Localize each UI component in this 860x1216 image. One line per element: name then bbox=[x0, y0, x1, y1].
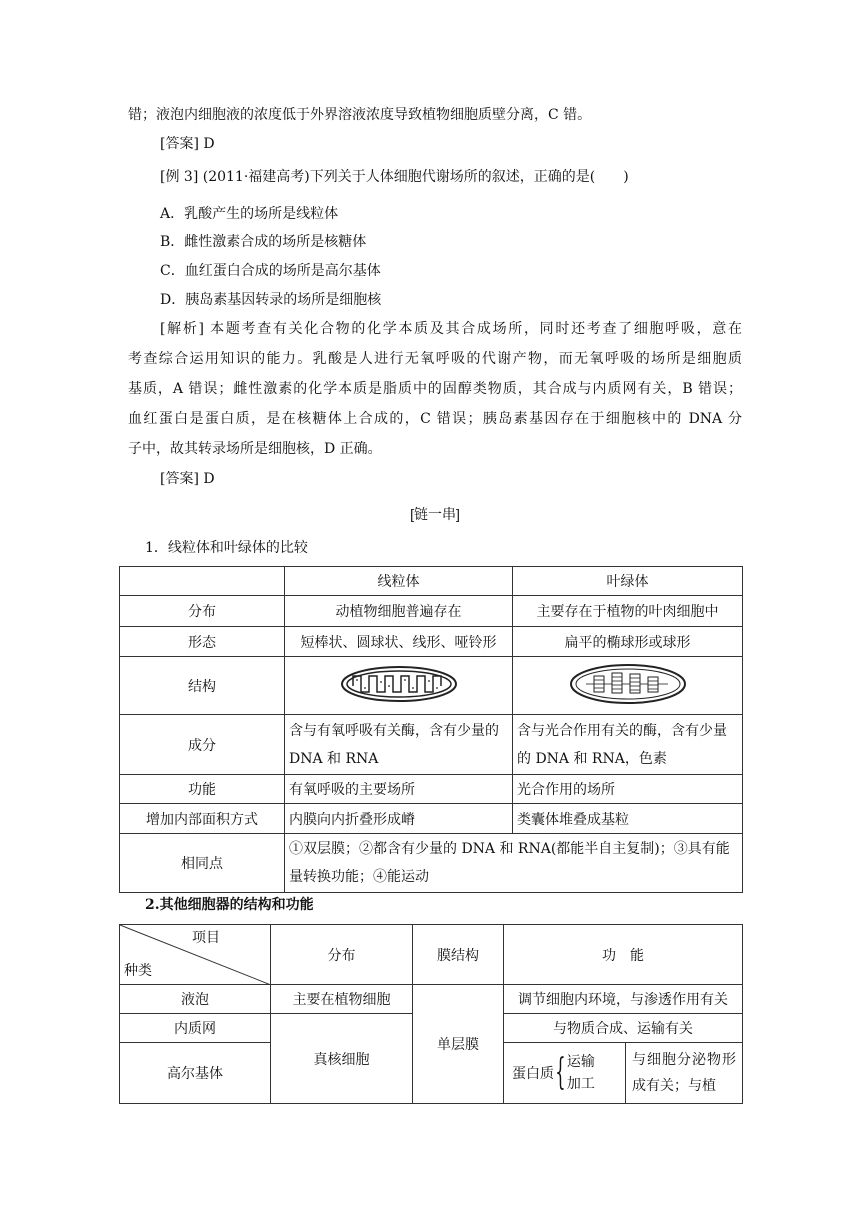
table-header: 叶绿体 bbox=[513, 567, 743, 596]
option-a: A．乳酸产生的场所是线粒体 bbox=[160, 206, 339, 222]
table-cell: 主要在植物细胞 bbox=[271, 985, 413, 1014]
table-cell: 扁平的椭球形或球形 bbox=[513, 627, 743, 657]
chloroplast-diagram bbox=[513, 657, 743, 715]
table-row bbox=[120, 715, 743, 775]
row-label: 增加内部面积方式 bbox=[120, 804, 285, 834]
analysis-line: [解析] 本题考查有关化合物的化学本质及其合成场所，同时还考查了细胞呼吸，意在 bbox=[160, 321, 742, 337]
other-organelles-table bbox=[119, 924, 743, 1104]
brace-icon: { bbox=[555, 1052, 566, 1093]
table-header: 线粒体 bbox=[285, 567, 513, 596]
table-row bbox=[120, 804, 743, 834]
option-d: D．胰岛素基因转录的场所是细胞核 bbox=[160, 292, 382, 308]
header-kind-label: 种类 bbox=[124, 963, 152, 979]
row-label: 分布 bbox=[120, 596, 285, 627]
protein-label: 蛋白质 bbox=[512, 1066, 554, 1082]
chloroplast-icon bbox=[568, 662, 688, 706]
table-cell: 类囊体堆叠成基粒 bbox=[513, 804, 743, 834]
organelle-comparison-table bbox=[119, 566, 743, 893]
mitochondrion-icon bbox=[339, 664, 459, 704]
row-label: 成分 bbox=[120, 715, 285, 775]
table-cell: 含与有氧呼吸有关酶，含有少量的 DNA 和 RNA bbox=[285, 715, 513, 775]
mitochondrion-diagram bbox=[285, 657, 513, 715]
table-row bbox=[120, 596, 743, 627]
table-header: 功 能 bbox=[504, 925, 743, 985]
table-cell: 主要存在于植物的叶肉细胞中 bbox=[513, 596, 743, 627]
answer-line: [答案] D bbox=[160, 471, 215, 487]
text-line: 错；液泡内细胞液的浓度低于外界溶液浓度导致植物细胞质壁分离，C 错。 bbox=[128, 107, 592, 123]
table-row bbox=[120, 627, 743, 657]
table-row bbox=[120, 985, 743, 1014]
row-label: 相同点 bbox=[120, 834, 285, 893]
row-label: 结构 bbox=[120, 657, 285, 715]
table-cell: 动植物细胞普遍存在 bbox=[285, 596, 513, 627]
diagonal-header-cell bbox=[120, 925, 271, 985]
table-cell: 含与光合作用有关的酶，含有少量的 DNA 和 RNA，色素 bbox=[513, 715, 743, 775]
table-header: 膜结构 bbox=[413, 925, 504, 985]
option-b: B．雌性激素合成的场所是核糖体 bbox=[160, 234, 367, 250]
table-header-row bbox=[120, 925, 743, 985]
table-cell: 真核细胞 bbox=[271, 1014, 413, 1104]
table-row bbox=[120, 834, 743, 893]
table-cell: 与物质合成、运输有关 bbox=[504, 1014, 743, 1043]
section-title: 1．线粒体和叶绿体的比较 bbox=[145, 540, 308, 556]
table-row bbox=[120, 657, 743, 715]
table-cell: 单层膜 bbox=[413, 985, 504, 1104]
table-header-row bbox=[120, 567, 743, 596]
table-cell: ①双层膜；②都含有少量的 DNA 和 RNA(都能半自主复制)；③具有能量转换功能；④能运动 bbox=[285, 834, 743, 893]
section-title: 2.其他细胞器的结构和功能 bbox=[145, 897, 314, 913]
table-cell: 与细胞分泌物形成有关；与植 bbox=[632, 1052, 736, 1094]
chain-heading: [链一串] bbox=[410, 506, 460, 522]
table-cell bbox=[504, 1043, 743, 1104]
table-cell: 内膜向内折叠形成嵴 bbox=[285, 804, 513, 834]
row-label: 功能 bbox=[120, 775, 285, 804]
analysis-line: 考查综合运用知识的能力。乳酸是人进行无氧呼吸的代谢产物，而无氧呼吸的场所是细胞质 bbox=[128, 351, 742, 367]
table-cell: 短棒状、圆球状、线形、哑铃形 bbox=[285, 627, 513, 657]
organelle-name: 高尔基体 bbox=[120, 1043, 271, 1104]
transport-label: 运输 bbox=[566, 1054, 595, 1070]
table-cell: 调节细胞内环境，与渗透作用有关 bbox=[504, 985, 743, 1014]
analysis-line: 基质，A 错误；雌性激素的化学本质是脂质中的固醇类物质，其合成与内质网有关，B 错误； bbox=[128, 381, 742, 397]
analysis-line: 血红蛋白是蛋白质，是在核糖体上合成的，C 错误；胰岛素基因存在于细胞核中的 DNA 分 bbox=[128, 411, 742, 427]
table-header bbox=[120, 567, 285, 596]
analysis-line: 子中，故其转录场所是细胞核，D 正确。 bbox=[128, 441, 382, 457]
example-heading: [例 3] (2011·福建高考)下列关于人体细胞代谢场所的叙述，正确的是( ) bbox=[160, 169, 629, 185]
option-c: C．血红蛋白合成的场所是高尔基体 bbox=[160, 263, 381, 279]
organelle-name: 内质网 bbox=[120, 1014, 271, 1043]
golgi-protein-cell bbox=[504, 1043, 626, 1103]
organelle-name: 液泡 bbox=[120, 985, 271, 1014]
table-cell: 有氧呼吸的主要场所 bbox=[285, 775, 513, 804]
header-item-label: 项目 bbox=[192, 930, 220, 946]
table-cell: 光合作用的场所 bbox=[513, 775, 743, 804]
answer-line: [答案] D bbox=[160, 136, 215, 152]
row-label: 形态 bbox=[120, 627, 285, 657]
process-label: 加工 bbox=[566, 1076, 595, 1092]
table-row bbox=[120, 775, 743, 804]
table-header: 分布 bbox=[271, 925, 413, 985]
